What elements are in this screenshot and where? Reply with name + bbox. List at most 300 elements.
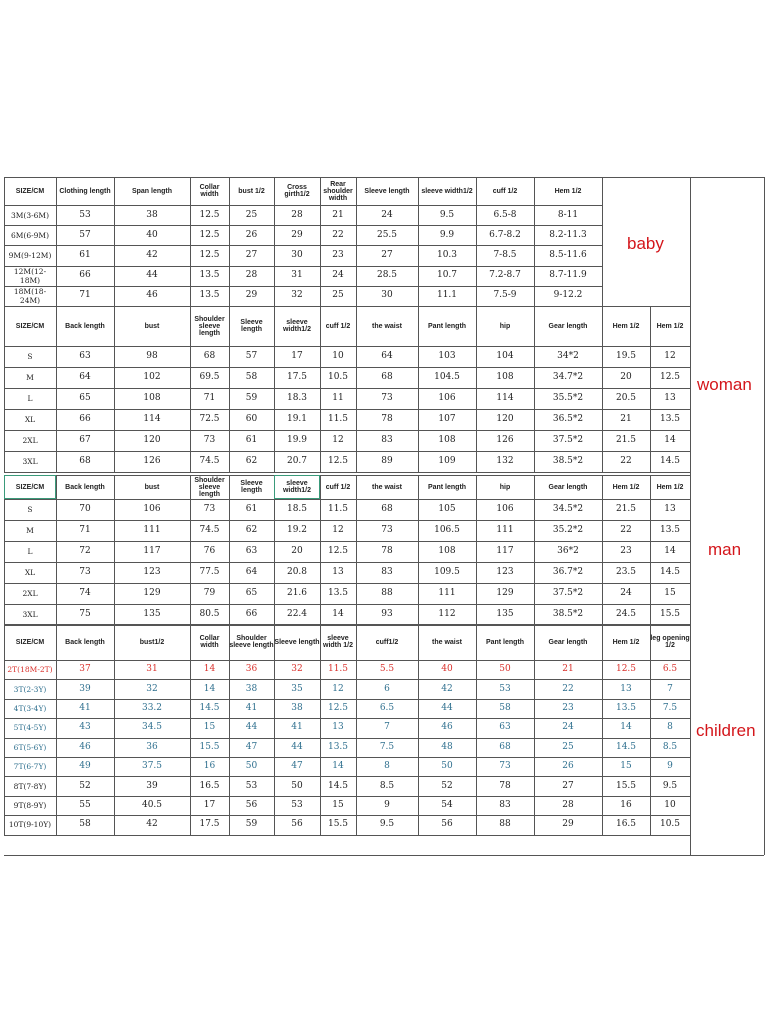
table-cell: 73	[381, 393, 393, 403]
column-header: Shoulder sleeve length	[194, 315, 225, 337]
table-cell: 42	[146, 249, 158, 260]
table-cell: 6M(6-9M)	[10, 230, 50, 240]
table-cell: 63	[499, 722, 511, 733]
table-cell: 50	[245, 761, 258, 772]
table-cell: 24	[620, 588, 632, 598]
table-cell: 34.5*2	[552, 504, 584, 514]
table-cell: 15	[664, 588, 676, 598]
table-cell: 11.5	[327, 504, 349, 514]
table-cell: 5.5	[379, 664, 395, 675]
table-cell: 9	[667, 761, 673, 772]
table-cell: 3XL	[22, 610, 38, 619]
table-cell: 93	[381, 609, 393, 619]
selected-cell-outline	[274, 475, 320, 499]
table-cell: 12.5	[327, 546, 349, 556]
table-cell: 56	[441, 819, 453, 830]
table-cell: 16.5	[615, 819, 637, 830]
table-cell: 75	[79, 609, 91, 619]
table-cell: 56	[291, 819, 303, 830]
table-cell: 83	[381, 435, 393, 445]
column-header: Shoulder sleeve length	[194, 476, 225, 498]
table-cell: 104	[496, 351, 514, 361]
table-cell: 36	[245, 664, 258, 675]
table-cell: 2T(18M-2T)	[7, 665, 53, 675]
selected-cell-outline	[4, 475, 56, 499]
section-label-woman: woman	[697, 375, 752, 394]
table-cell: 47	[245, 741, 258, 752]
table-cell: 73	[203, 504, 216, 514]
table-cell: 20	[620, 372, 632, 382]
table-cell: 10.3	[436, 249, 458, 260]
column-header: bust1/2	[139, 638, 165, 646]
table-cell: 19.1	[286, 414, 308, 424]
table-cell: 52	[441, 780, 453, 791]
table-cell: 31	[146, 664, 158, 675]
column-header: Clothing length	[59, 187, 111, 195]
table-cell: 41	[245, 702, 258, 713]
column-header: SIZE/CM	[15, 322, 45, 330]
table-cell: 106	[438, 393, 456, 403]
table-cell: 111	[438, 588, 456, 598]
table-cell: 10.5	[659, 819, 681, 830]
table-cell: 40.5	[141, 799, 163, 810]
table-cell: 22	[562, 683, 574, 694]
column-header: Hem 1/2	[656, 483, 684, 491]
table-cell: 8.2-11.3	[549, 229, 587, 240]
table-cell: XL	[24, 568, 36, 577]
table-cell: 41	[79, 702, 91, 713]
table-cell: 61	[245, 435, 258, 445]
table-cell: 20.8	[286, 567, 308, 577]
column-header: the waist	[372, 322, 402, 330]
column-header: sleeve width 1/2	[323, 635, 353, 649]
table-cell: 2XL	[22, 589, 38, 598]
table-cell: 58	[245, 372, 258, 382]
table-cell: 12.5	[199, 249, 220, 260]
table-cell: 71	[203, 393, 216, 403]
table-cell: 9-12.2	[553, 290, 583, 301]
table-cell: 48	[441, 741, 453, 752]
table-cell: 12	[332, 525, 344, 535]
table-cell: 17.5	[286, 372, 308, 382]
table-cell: 129	[496, 588, 514, 598]
table-cell: 9.5	[662, 780, 678, 791]
grid-line	[690, 624, 691, 835]
table-cell: 9.5	[379, 819, 395, 830]
table-cell: 59	[245, 393, 258, 403]
table-cell: 114	[143, 414, 161, 424]
table-cell: 68	[499, 741, 511, 752]
table-cell: 12	[332, 435, 344, 445]
table-cell: 61	[79, 249, 91, 260]
column-header: Hem 1/2	[612, 638, 640, 646]
table-cell: 14	[664, 546, 676, 556]
table-cell: 37.5*2	[552, 435, 584, 445]
table-cell: 21.5	[615, 435, 637, 445]
column-header: Pant length	[485, 638, 525, 646]
table-cell: 108	[438, 546, 456, 556]
table-cell: 14	[332, 761, 344, 772]
grid-line	[602, 177, 603, 306]
table-cell: 15.5	[659, 609, 681, 619]
column-header: Pant length	[427, 322, 467, 330]
table-cell: 6.5	[379, 702, 395, 713]
table-cell: 21	[620, 414, 632, 424]
table-cell: 50	[291, 780, 303, 791]
table-cell: 20.5	[615, 393, 637, 403]
column-header: Hem 1/2	[612, 322, 640, 330]
table-cell: 7	[384, 722, 390, 733]
table-cell: 88	[499, 819, 511, 830]
table-cell: 5T(4-5Y)	[13, 723, 47, 733]
table-cell: 28	[291, 209, 303, 220]
table-cell: 129	[143, 588, 161, 598]
table-cell: 80.5	[199, 609, 220, 619]
table-cell: 32	[291, 664, 303, 675]
table-cell: 120	[496, 414, 514, 424]
table-cell: 135	[143, 609, 161, 619]
table-cell: 34*2	[557, 351, 579, 361]
table-cell: 39	[79, 683, 91, 694]
table-cell: 11.5	[327, 664, 349, 675]
table-cell: 9T(8-9Y)	[13, 800, 47, 810]
table-cell: 13.5	[199, 270, 220, 281]
grid-line	[4, 472, 690, 473]
table-cell: 34.7*2	[552, 372, 584, 382]
column-header: Sleeve length	[274, 638, 320, 646]
table-cell: 23	[562, 702, 574, 713]
table-cell: 12	[664, 351, 676, 361]
table-cell: 36.5*2	[552, 414, 584, 424]
table-cell: 13	[664, 504, 676, 514]
table-cell: 89	[381, 456, 393, 466]
table-cell: 114	[496, 393, 514, 403]
table-cell: 135	[496, 609, 514, 619]
column-header: Gear length	[548, 483, 588, 491]
table-cell: 18.5	[286, 504, 308, 514]
table-cell: M	[26, 373, 34, 382]
table-cell: 50	[441, 761, 453, 772]
table-cell: 78	[499, 780, 511, 791]
table-cell: 34.5	[141, 722, 163, 733]
table-cell: 33.2	[141, 702, 163, 713]
table-cell: 65	[245, 588, 258, 598]
table-cell: 26	[245, 229, 258, 240]
table-cell: 109.5	[434, 567, 460, 577]
table-cell: 13.5	[615, 702, 637, 713]
table-cell: 22.4	[286, 609, 308, 619]
table-cell: 53	[291, 799, 303, 810]
column-header: SIZE/CM	[15, 638, 45, 646]
table-cell: 28.5	[376, 270, 398, 281]
grid-line	[690, 306, 691, 472]
table-cell: 66	[245, 609, 258, 619]
column-header: Gear length	[548, 322, 588, 330]
table-cell: 120	[143, 435, 161, 445]
table-cell: 18.3	[286, 393, 308, 403]
table-cell: 132	[496, 456, 514, 466]
table-cell: 79	[203, 588, 216, 598]
table-cell: 9.9	[439, 229, 455, 240]
section-label-children: children	[696, 721, 756, 740]
table-cell: 10	[664, 799, 676, 810]
table-cell: 13.5	[659, 414, 681, 424]
table-cell: 8.7-11.9	[549, 270, 587, 281]
table-cell: 14	[203, 683, 216, 694]
table-cell: 12.5	[659, 372, 681, 382]
column-header: cuff 1/2	[492, 187, 518, 195]
table-cell: 13.5	[327, 588, 349, 598]
column-header: SIZE/CM	[15, 483, 45, 491]
table-cell: 20.7	[286, 456, 308, 466]
table-cell: 36	[146, 741, 158, 752]
column-header: Hem 1/2	[612, 483, 640, 491]
table-cell: 61	[245, 504, 258, 514]
table-cell: 106	[496, 504, 514, 514]
table-cell: 44	[146, 270, 158, 281]
table-cell: 38	[245, 683, 258, 694]
grid-line	[764, 177, 765, 855]
column-header: Collar width	[199, 635, 220, 649]
table-cell: 63	[79, 351, 91, 361]
table-cell: 108	[438, 435, 456, 445]
table-cell: 102	[143, 372, 161, 382]
column-header: Back length	[65, 322, 105, 330]
table-cell: 42	[441, 683, 453, 694]
table-cell: 14.5	[659, 567, 681, 577]
table-cell: 66	[79, 270, 91, 281]
table-cell: 6T(5-6Y)	[13, 742, 47, 752]
table-cell: 7	[667, 683, 673, 694]
table-cell: 41	[291, 722, 303, 733]
table-cell: 14	[203, 664, 216, 675]
table-cell: 12M(12-18M)	[13, 266, 47, 285]
column-header: Sleeve length	[240, 319, 263, 333]
table-cell: 109	[438, 456, 456, 466]
table-cell: 71	[79, 290, 91, 301]
table-cell: 64	[245, 567, 258, 577]
column-header: bust 1/2	[238, 187, 265, 195]
table-cell: S	[27, 352, 33, 361]
table-cell: 24.5	[615, 609, 637, 619]
column-header: hip	[499, 483, 511, 491]
table-cell: 46	[79, 741, 91, 752]
table-cell: 21.6	[286, 588, 308, 598]
table-cell: 42	[146, 819, 158, 830]
table-cell: 22	[332, 229, 344, 240]
table-cell: 16.5	[199, 780, 220, 791]
table-cell: 13.5	[659, 525, 681, 535]
table-cell: 14	[664, 435, 676, 445]
table-cell: 107	[438, 414, 456, 424]
table-cell: 50	[499, 664, 511, 675]
table-cell: 74	[79, 588, 91, 598]
table-cell: 14.5	[615, 741, 637, 752]
table-cell: 22	[620, 456, 632, 466]
table-cell: 72	[79, 546, 91, 556]
table-cell: 58	[79, 819, 91, 830]
table-cell: 103	[438, 351, 456, 361]
table-cell: 98	[146, 351, 158, 361]
column-header: sleeve width1/2	[282, 480, 311, 494]
table-cell: 19.9	[286, 435, 308, 445]
table-cell: 36.7*2	[552, 567, 584, 577]
table-cell: 49	[79, 761, 91, 772]
table-cell: 21	[562, 664, 574, 675]
table-cell: 66	[79, 414, 91, 424]
table-cell: 29	[291, 229, 303, 240]
table-cell: 24	[381, 209, 393, 220]
table-cell: 44	[441, 702, 453, 713]
table-cell: 14.5	[199, 702, 220, 713]
table-cell: 25	[332, 290, 344, 301]
table-cell: 7.5	[379, 741, 395, 752]
column-header: Sleeve length	[240, 480, 263, 494]
table-cell: 70	[79, 504, 91, 514]
table-cell: 108	[496, 372, 514, 382]
table-cell: 10T(9-10Y)	[8, 820, 52, 830]
column-header: Cross girth1/2	[284, 184, 310, 198]
table-cell: 40	[146, 229, 158, 240]
table-cell: 52	[79, 780, 91, 791]
table-cell: 35.2*2	[552, 525, 584, 535]
table-cell: 88	[381, 588, 393, 598]
table-cell: 16	[203, 761, 216, 772]
column-header: hip	[499, 322, 511, 330]
table-cell: 59	[245, 819, 258, 830]
column-header: Rear shoulder width	[323, 180, 353, 202]
column-header: the waist	[372, 483, 402, 491]
table-cell: 44	[245, 722, 258, 733]
table-cell: 117	[496, 546, 514, 556]
table-cell: 27	[381, 249, 393, 260]
table-cell: 83	[499, 799, 511, 810]
table-cell: 6.5	[662, 664, 678, 675]
table-cell: 73	[499, 761, 511, 772]
table-cell: 3T(2-3Y)	[13, 684, 47, 694]
table-cell: 7.2-8.7	[489, 270, 521, 281]
table-cell: 38	[291, 702, 303, 713]
table-cell: 14	[332, 609, 344, 619]
column-header: Collar width	[199, 184, 220, 198]
table-cell: 126	[496, 435, 514, 445]
table-cell: 29	[245, 290, 258, 301]
table-cell: 71	[79, 525, 91, 535]
table-cell: 73	[79, 567, 91, 577]
table-cell: 27	[245, 249, 258, 260]
table-cell: 9.5	[439, 209, 455, 220]
table-cell: 60	[245, 414, 258, 424]
table-cell: 19.5	[615, 351, 637, 361]
table-cell: 69.5	[199, 372, 220, 382]
table-cell: 123	[143, 567, 161, 577]
column-header: sleeve width1/2	[421, 187, 473, 195]
column-header: cuff 1/2	[325, 322, 351, 330]
table-cell: 10	[332, 351, 344, 361]
table-cell: 31	[291, 270, 303, 281]
table-cell: 53	[499, 683, 511, 694]
table-cell: 8	[667, 722, 673, 733]
table-cell: 78	[381, 414, 393, 424]
table-cell: 15.5	[615, 780, 637, 791]
grid-line	[690, 475, 691, 625]
table-cell: 38	[146, 209, 158, 220]
column-header: Sleeve length	[364, 187, 410, 195]
table-cell: 17	[291, 351, 303, 361]
table-cell: 58	[499, 702, 511, 713]
table-cell: 2XL	[22, 436, 38, 445]
table-cell: 12.5	[327, 702, 349, 713]
table-cell: 12	[332, 683, 344, 694]
table-cell: 62	[245, 456, 258, 466]
table-cell: 25.5	[376, 229, 398, 240]
table-cell: 16	[620, 799, 632, 810]
table-cell: 108	[143, 393, 161, 403]
table-cell: 38.5*2	[552, 609, 584, 619]
table-cell: 111	[143, 525, 161, 535]
table-cell: 28	[562, 799, 574, 810]
table-cell: 37.5*2	[552, 588, 584, 598]
table-cell: 8.5	[662, 741, 678, 752]
column-header: Pant length	[427, 483, 467, 491]
table-cell: 57	[245, 351, 258, 361]
table-cell: 13	[620, 683, 632, 694]
table-cell: 32	[146, 683, 158, 694]
table-cell: 39	[146, 780, 158, 791]
table-cell: 35.5*2	[552, 393, 584, 403]
table-cell: 37.5	[141, 761, 163, 772]
table-cell: 67	[79, 435, 91, 445]
table-cell: 17.5	[199, 819, 220, 830]
table-cell: 8	[384, 761, 390, 772]
table-cell: M	[26, 526, 34, 535]
table-cell: 13.5	[327, 741, 349, 752]
column-header: bust	[144, 483, 160, 491]
table-cell: 55	[79, 799, 91, 810]
table-cell: 9M(9-12M)	[8, 250, 52, 260]
column-header: leg opening 1/2	[650, 635, 690, 649]
table-cell: 44	[291, 741, 303, 752]
table-cell: 7.5	[662, 702, 678, 713]
section-label-man: man	[708, 540, 742, 559]
table-cell: 24	[562, 722, 574, 733]
table-cell: 12.5	[199, 209, 220, 220]
table-cell: 14.5	[327, 780, 349, 791]
column-header: cuff 1/2	[325, 483, 351, 491]
table-cell: 12.5	[199, 229, 220, 240]
table-cell: 30	[381, 290, 393, 301]
table-cell: 77.5	[199, 567, 220, 577]
table-cell: 14	[620, 722, 632, 733]
table-cell: 53	[245, 780, 258, 791]
column-header: sleeve width1/2	[282, 319, 311, 333]
table-cell: 13.5	[199, 290, 220, 301]
table-cell: 54	[441, 799, 453, 810]
table-cell: 12.5	[615, 664, 637, 675]
table-cell: 10.7	[436, 270, 458, 281]
table-cell: L	[27, 547, 33, 556]
column-header: bust	[144, 322, 160, 330]
table-cell: 112	[438, 609, 456, 619]
table-cell: 4T(3-4Y)	[13, 703, 47, 713]
column-header: cuff1/2	[375, 638, 399, 646]
table-cell: 62	[245, 525, 258, 535]
grid-line	[4, 855, 764, 856]
table-cell: 25	[245, 209, 258, 220]
table-cell: 15	[620, 761, 632, 772]
column-header: Span length	[131, 187, 173, 195]
table-cell: 13	[332, 567, 344, 577]
